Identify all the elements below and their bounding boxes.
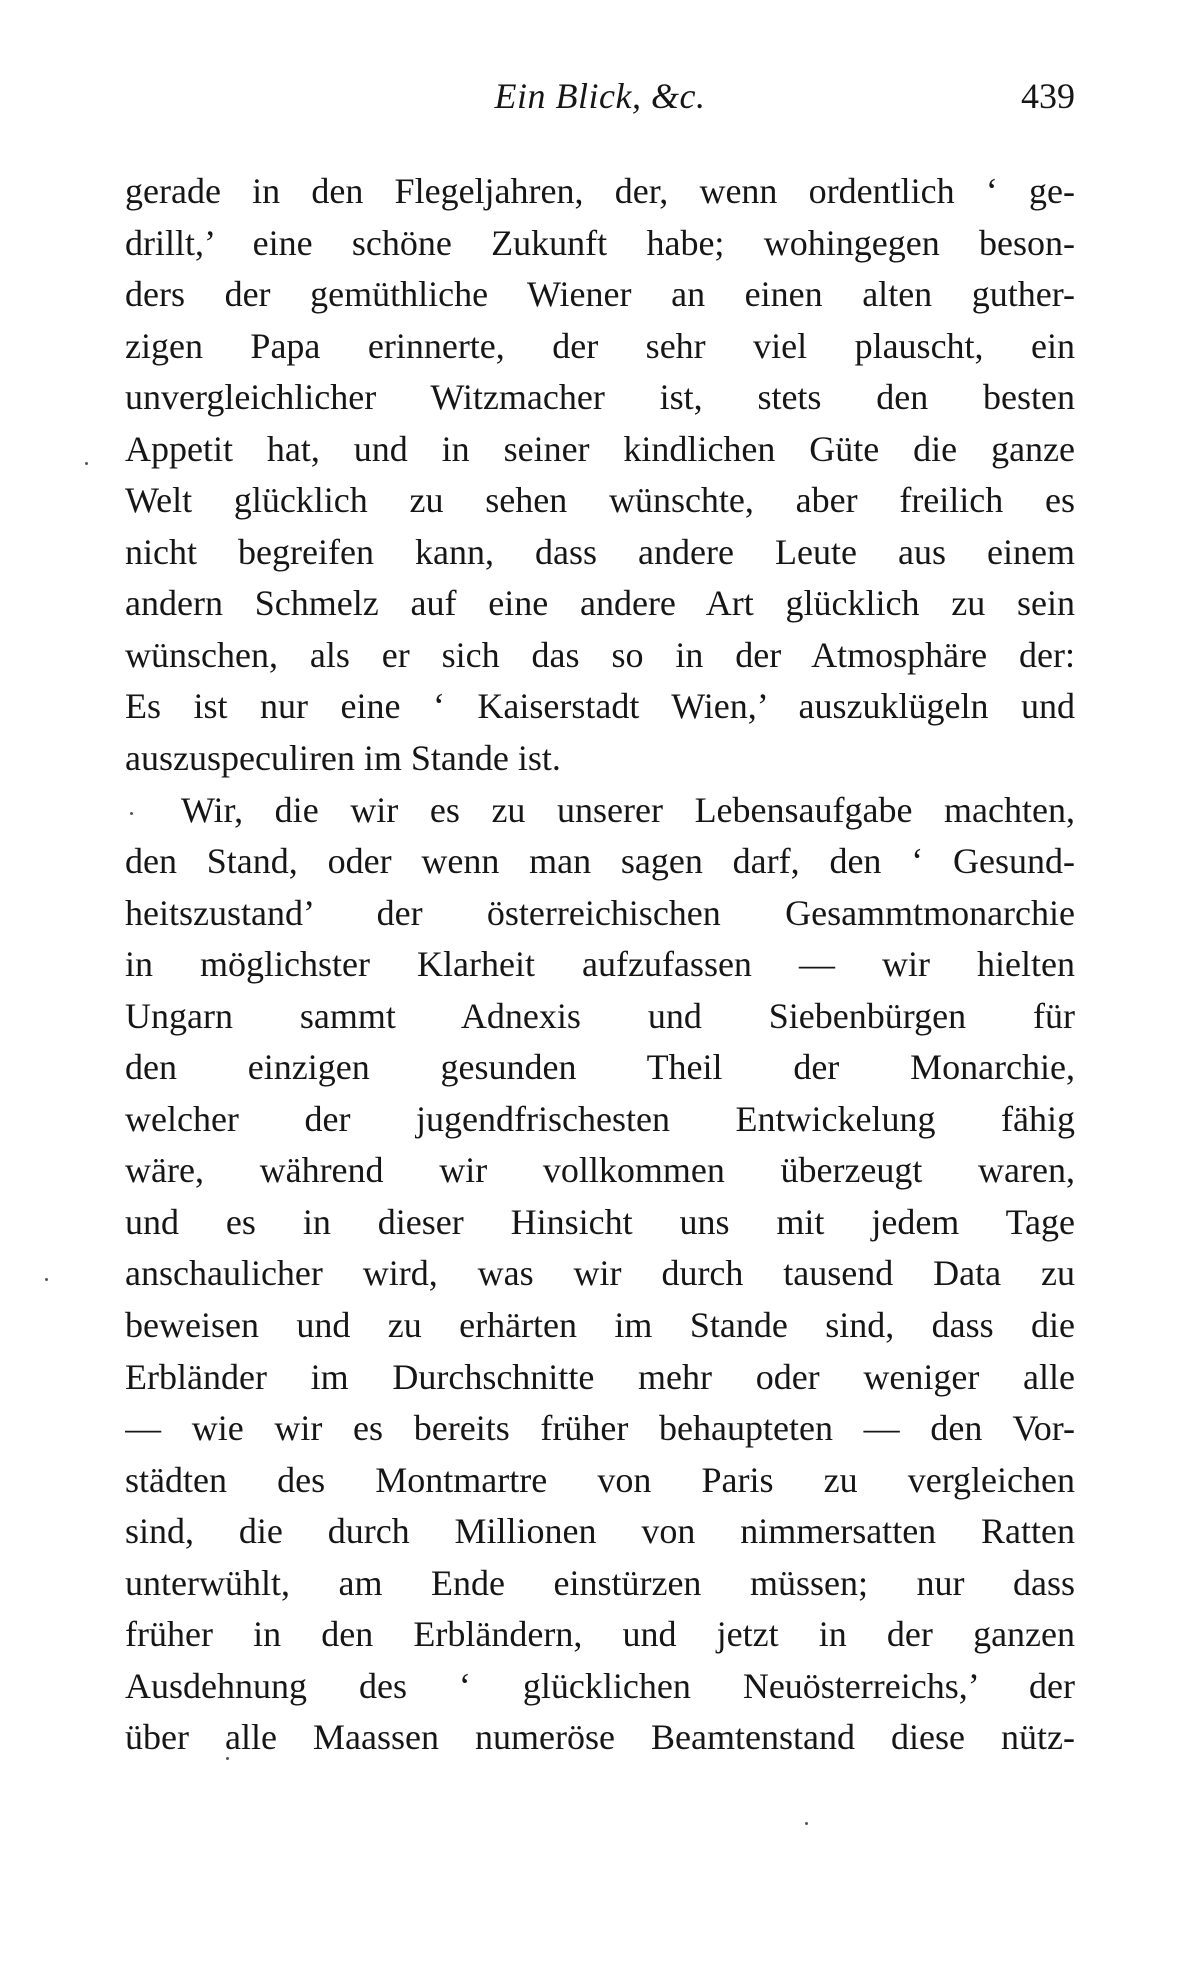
text-line: städten des Montmartre von Paris zu vergleichen: [125, 1459, 1075, 1500]
text-line: nicht begreifen kann, dass andere Leute aus einem: [125, 531, 1075, 572]
text-line: unvergleichlicher Witzmacher ist, stets den besten: [125, 377, 1075, 418]
text-line: welcher der jugendfrischesten Entwickelung fähig: [125, 1098, 1075, 1139]
text-line: heitszustand’ der österreichischen Gesammtmonarchie: [125, 892, 1075, 933]
text-line: Appetit hat, und in seiner kindlichen Güte die ganze: [125, 428, 1075, 469]
text-line: wäre, während wir vollkommen überzeugt waren,: [125, 1150, 1075, 1191]
text-line: gerade in den Flegeljahren, der, wenn ordentlich ‘ ge-: [125, 171, 1075, 211]
text-line: unterwühlt, am Ende einstürzen müssen; nur dass: [125, 1562, 1075, 1603]
text-line: sind, die durch Millionen von nimmersatten Ratten: [125, 1511, 1075, 1552]
text-line: ders der gemüthliche Wiener an einen alten guther-: [125, 274, 1075, 315]
text-line: auszuspeculiren im Stande ist.: [125, 738, 561, 779]
text-line: — wie wir es bereits früher behaupteten — den Vor-: [125, 1408, 1075, 1449]
scan-speck: [226, 1757, 229, 1760]
text-line: den einzigen gesunden Theil der Monarchie,: [125, 1047, 1075, 1088]
page-number: 439: [1021, 76, 1075, 116]
scan-speck: [85, 462, 88, 465]
text-line: andern Schmelz auf eine andere Art glücklich zu sein: [125, 583, 1075, 624]
text-line: früher in den Erbländern, und jetzt in der ganzen: [125, 1614, 1075, 1655]
scan-speck: [130, 812, 133, 815]
text-line: Erbländer im Durchschnitte mehr oder weniger alle: [125, 1356, 1075, 1397]
running-head: [125, 72, 1075, 120]
paragraph-start-line: Wir, die wir es zu unserer Lebensaufgabe machten,: [181, 789, 1075, 830]
text-line: Welt glücklich zu sehen wünschte, aber freilich es: [125, 480, 1075, 521]
running-title: Ein Blick, &c.: [494, 76, 706, 116]
text-line: in möglichster Klarheit aufzufassen — wir hielten: [125, 944, 1075, 985]
body-text: [125, 166, 1075, 1764]
text-line: anschaulicher wird, was wir durch tausend Data zu: [125, 1253, 1075, 1294]
text-line: Ungarn sammt Adnexis und Siebenbürgen für: [125, 995, 1075, 1036]
text-line: beweisen und zu erhärten im Stande sind, dass die: [125, 1305, 1075, 1346]
text-line: zigen Papa erinnerte, der sehr viel plauscht, ein: [125, 325, 1075, 366]
text-line: wünschen, als er sich das so in der Atmosphäre der:: [125, 634, 1075, 675]
text-line: Ausdehnung des ‘ glücklichen Neuösterreichs,’ der: [125, 1665, 1075, 1706]
text-line: und es in dieser Hinsicht uns mit jedem Tage: [125, 1201, 1075, 1242]
text-line: Es ist nur eine ‘ Kaiserstadt Wien,’ auszuklügeln und: [125, 686, 1075, 727]
text-line: drillt,’ eine schöne Zukunft habe; wohingegen beson-: [125, 222, 1075, 263]
text-line: den Stand, oder wenn man sagen darf, den ‘ Gesund-: [125, 841, 1075, 882]
scan-speck: [805, 1822, 808, 1825]
scan-speck: [45, 1278, 48, 1281]
text-line: über alle Maassen numeröse Beamtenstand diese nütz-: [125, 1717, 1075, 1758]
